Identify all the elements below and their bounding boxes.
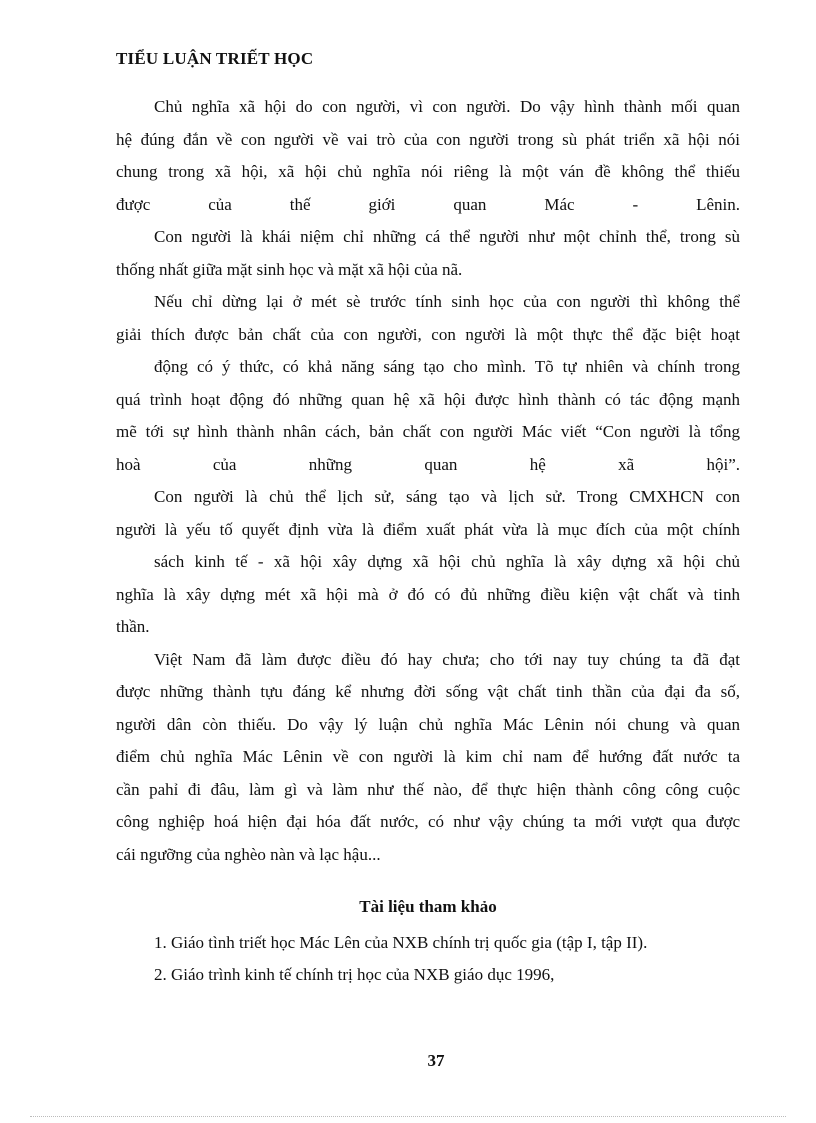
text-line: được của thế giới quan Mác - Lênin. <box>116 194 740 214</box>
text-line: Con người là khái niệm chỉ những cá thể người như một chỉnh thể, trong sù <box>154 227 740 246</box>
text-line: sách kinh tế - xã hội xây dựng xã hội chủ nghĩa là xây dựng xã hội chủ <box>154 552 740 571</box>
text-line: được những thành tựu đáng kể nhưng đời sống vật chất tinh thần của đại đa số, <box>116 682 740 701</box>
references-list <box>154 927 647 991</box>
text-line: người dân còn thiếu. Do vậy lý luận chủ nghĩa Mác Lênin nói chung và quan <box>116 714 740 734</box>
text-line: điểm chủ nghĩa Mác Lênin về con người là kim chỉ nam để hướng đất nước ta <box>116 747 740 766</box>
text-line: thần. <box>116 617 150 636</box>
text-line: Nếu chỉ dừng lại ở mét sè trước tính sinh học của con người thì không thể <box>154 292 740 311</box>
text-line: Con người là chủ thể lịch sử, sáng tạo và lịch sử. Trong CMXHCN con <box>154 487 740 506</box>
text-line: hệ đúng đắn về con người về vai trò của con người trong sù phát triển xã hội nói <box>116 129 740 149</box>
reference-item: 2. Giáo trình kinh tế chính trị học của NXB giáo dục 1996, <box>154 965 555 984</box>
text-line: quá trình hoạt động đó những quan hệ xã hội được hình thành có tác động mạnh <box>116 389 740 409</box>
text-line: hoà của những quan hệ xã hội”. <box>116 454 740 474</box>
reference-item: 1. Giáo tình triết học Mác Lên của NXB chính trị quốc gia (tập I, tập II). <box>154 933 648 952</box>
text-line: động có ý thức, có khả năng sáng tạo cho mình. Tõ tự nhiên và chính trong <box>154 357 740 376</box>
text-line: thống nhất giữa mặt sinh học và mặt xã hội của nã. <box>116 259 463 279</box>
text-line: Việt Nam đã làm được điều đó hay chưa; cho tới nay tuy chúng ta đã đạt <box>154 649 740 669</box>
text-line: mẽ tới sự hình thành nhân cách, bản chất con người Mác viết “Con người là tổng <box>116 422 740 441</box>
text-line: giải thích được bản chất của con người, con người là một thực thể đặc biệt hoạt <box>116 324 740 344</box>
document-header: TIỂU LUẬN TRIẾT HỌC <box>116 49 314 68</box>
text-line: công nghiệp hoá hiện đại hóa đất nước, có như vậy chúng ta mới vượt qua được <box>116 812 740 831</box>
footer-divider <box>30 1116 786 1117</box>
text-line: người là yếu tố quyết định vừa là điểm xuất phát vừa là mục đích của một chính <box>116 519 740 539</box>
text-line: cái ngưỡng của nghèo nàn và lạc hậu... <box>116 844 381 864</box>
text-line: chung trong xã hội, xã hội chủ nghĩa nói riêng là một ván đề không thể thiếu <box>116 162 740 181</box>
document-body <box>116 91 740 871</box>
text-line: Chủ nghĩa xã hội do con người, vì con người. Do vậy hình thành mối quan <box>154 97 740 116</box>
text-line: cần pahỉ đi đâu, làm gì và làm như thế nào, để thực hiện thành công công cuộc <box>116 779 740 799</box>
references-title: Tài liệu tham khảo <box>359 897 497 916</box>
text-line: nghĩa là xây dựng mét xã hội mà ở đó có đủ những điều kiện vật chất và tinh <box>116 584 740 604</box>
page-number: 37 <box>427 1051 445 1070</box>
